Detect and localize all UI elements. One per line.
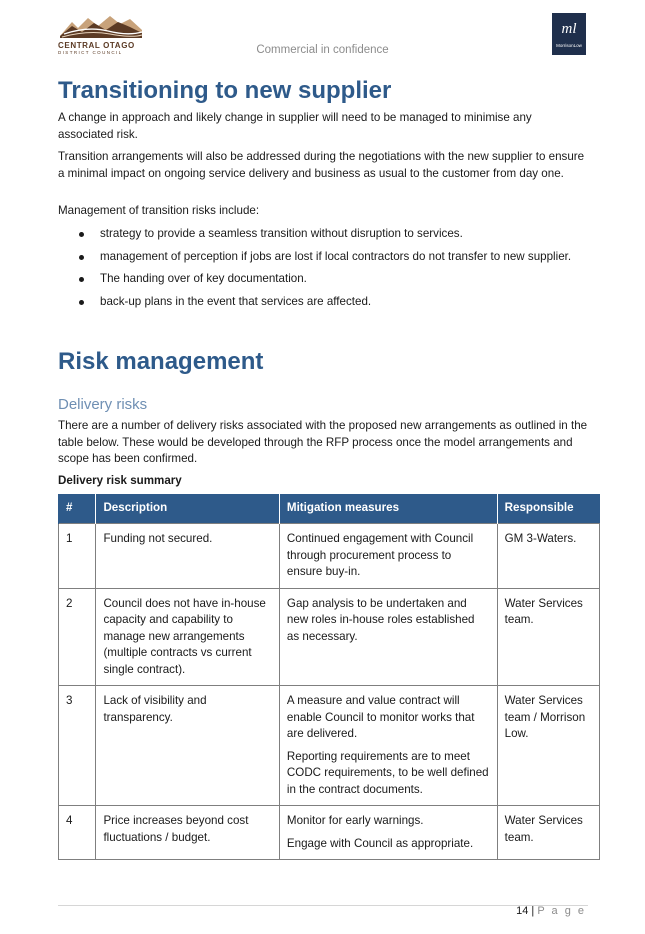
paragraph: There are a number of delivery risks associated with the proposed new arrangements as outlined in the table below. These would be developed through the RFP process once the model arrangements and scope has been confirmed. — [58, 419, 588, 465]
list-item-text: strategy to provide a seamless transition without disruption to services. — [100, 227, 463, 240]
mitigation-text: A measure and value contract will enable Council to monitor works that are delivered. — [286, 694, 475, 740]
risk-mitigation — [279, 588, 497, 686]
mitigation-text: Gap analysis to be undertaken and new roles in-house roles established as necessary. — [286, 596, 475, 643]
mountain-logo-icon — [58, 14, 144, 40]
risk-description: Funding not secured. — [96, 524, 279, 589]
risk-responsible: Water Services team. — [497, 806, 599, 860]
table-row — [59, 524, 600, 589]
list-item — [58, 271, 588, 288]
list-item — [58, 249, 588, 266]
mitigation-text: Engage with Council as appropriate. — [286, 836, 474, 850]
logo-text-primary: CENTRAL OTAGO — [58, 41, 135, 50]
bullet-icon — [79, 300, 84, 305]
risk-description: Price increases beyond cost fluctuations / budget. — [96, 806, 279, 860]
list-item-text: The handing over of key documentation. — [100, 272, 307, 285]
logo-text-secondary: DISTRICT COUNCIL — [58, 50, 123, 55]
logo-wordmark: MorrisonLow — [556, 43, 582, 48]
bullet-list — [58, 226, 588, 316]
list-item-text: back-up plans in the event that services are affected. — [100, 294, 372, 308]
subheading-delivery-risks: Delivery risks — [58, 396, 148, 413]
page-number — [470, 905, 586, 917]
paragraph: Management of transition risks include: — [58, 204, 260, 217]
list-item — [58, 226, 588, 243]
column-header-number: # — [59, 494, 96, 524]
risk-description: Lack of visibility and transparency. — [96, 686, 279, 806]
risk-mitigation — [279, 686, 497, 806]
logo-mark: ml — [561, 21, 577, 37]
morrison-low-logo — [552, 13, 586, 55]
section-heading-risk: Risk management — [58, 348, 264, 375]
table-row — [59, 588, 600, 686]
risk-responsible: GM 3-Waters. — [497, 524, 599, 589]
bullet-icon — [79, 255, 84, 260]
mitigation-text: Continued engagement with Council through procurement process to ensure buy-in. — [286, 532, 474, 578]
table-row — [59, 806, 600, 860]
page-number-value: 14 — [516, 905, 529, 917]
risk-number: 2 — [59, 588, 96, 686]
page-number-separator: | — [531, 905, 535, 917]
bullet-icon — [79, 277, 84, 282]
page-word: P a g e — [537, 905, 586, 917]
delivery-risk-table — [58, 494, 600, 860]
risk-mitigation — [279, 806, 497, 860]
section-heading-transition: Transitioning to new supplier — [58, 77, 392, 104]
table-caption: Delivery risk summary — [58, 474, 182, 487]
bullet-icon — [79, 232, 84, 237]
mitigation-text: Monitor for early warnings. — [286, 814, 424, 827]
column-header-responsible: Responsible — [497, 494, 599, 524]
paragraph: A change in approach and likely change in supplier will need to be managed to minimise any associated risk. — [58, 111, 532, 141]
mitigation-text: Reporting requirements are to meet CODC requirements, to be well defined in the contract documents. — [286, 749, 489, 796]
list-item-text: management of perception if jobs are lost if local contractors do not transfer to new supplier. — [100, 249, 572, 263]
risk-mitigation — [279, 524, 497, 589]
risk-responsible: Water Services team / Morrison Low. — [497, 686, 599, 806]
table-header-row — [59, 494, 600, 524]
risk-number: 3 — [59, 686, 96, 806]
list-item — [58, 294, 588, 311]
risk-number: 1 — [59, 524, 96, 589]
paragraph: Transition arrangements will also be addressed during the negotiations with the new supplier to ensure a minimal impact on ongoing service delivery and business as usual to the customer from day one. — [58, 150, 585, 180]
table-row — [59, 686, 600, 806]
column-header-mitigation: Mitigation measures — [279, 494, 497, 524]
risk-responsible: Water Services team. — [497, 588, 599, 686]
column-header-description: Description — [96, 494, 279, 524]
risk-number: 4 — [59, 806, 96, 860]
confidentiality-label: Commercial in confidence — [256, 44, 389, 56]
risk-description: Council does not have in-house capacity and capability to manage new arrangements (multiple contracts vs current single contract). — [96, 588, 279, 686]
